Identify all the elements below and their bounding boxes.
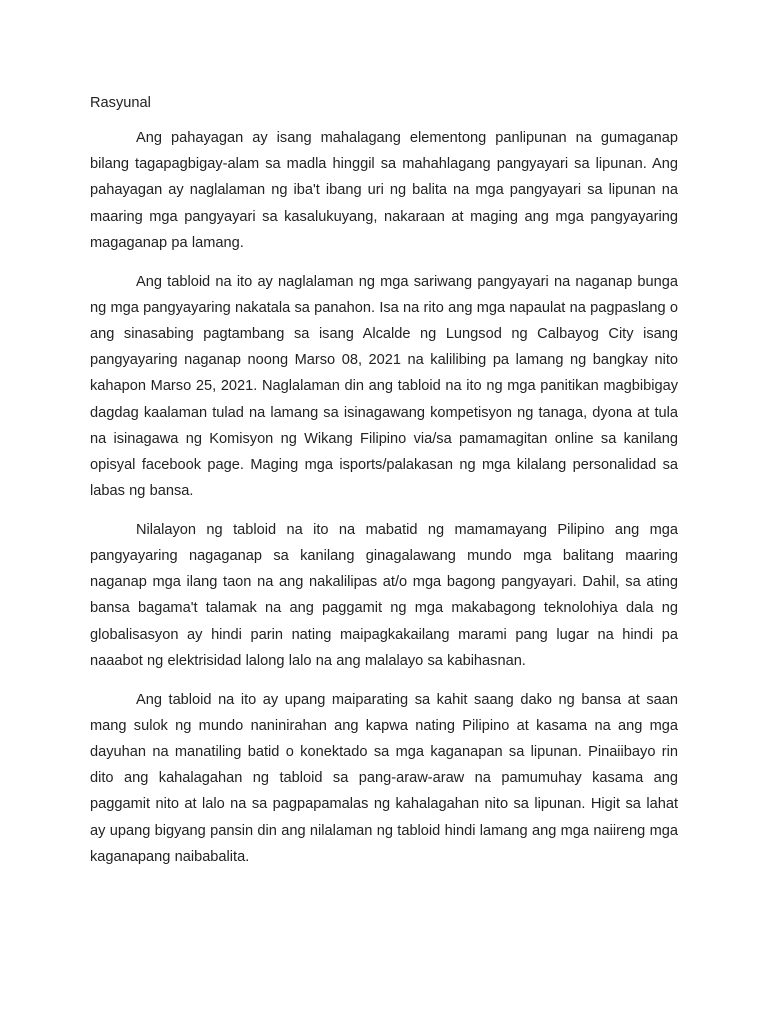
document-heading: Rasyunal (90, 95, 151, 111)
paragraph-4: Ang tabloid na ito ay upang maiparating sa kahit saang dako ng bansa at saan mang sulok ng mundo naninirahan ang kapwa nating Pilipino at kasama na ang mga dayuhan na manatiling batid o konektado sa mga kaganapan sa lipunan. Pinaiibayo rin dito ang kahalagahan ng tabloid sa pang-araw-araw na pamumuhay kasama ang paggamit nito at lalo na sa pagpapamalas ng kahalagahan nito sa lipunan. Higit sa lahat ay upang bigyang pansin din ang nilalaman ng tabloid hindi lamang ang mga naiireng mga kaganapang naibabalita. (90, 691, 678, 865)
paragraph-1: Ang pahayagan ay isang mahalagang elementong panlipunan na gumaganap bilang tagapagbigay-alam sa madla hinggil sa mahahlagang pangyayari sa lipunan. Ang pahayagan ay naglalaman ng iba't ibang uri ng balita na mga pangyayari sa lipunan na maaring mga pangyayari sa kasalukuyang, nakaraan at maging ang mga pangyayaring magaganap pa lamang. (90, 130, 678, 251)
paragraph-3: Nilalayon ng tabloid na ito na mabatid ng mamamayang Pilipino ang mga pangyayaring nagaganap sa kanilang ginagalawang mundo mga balitang maaring naganap mga ilang taon na ang nakalilipas at/o mga bagong pangyayari. Dahil, sa ating bansa bagama't talamak na ang paggamit ng mga makabagong teknolohiya dala ng globalisasyon ay hindi parin nating maipagkakailang marami pang lugar na hindi pa naaabot ng elektrisidad lalong lalo na ang malalayo sa kabihasnan. (90, 521, 678, 669)
paragraph-2: Ang tabloid na ito ay naglalaman ng mga sariwang pangyayari na naganap bunga ng mga pangyayaring nakatala sa panahon. Isa na rito ang mga napaulat na pagpaslang o ang sinasabing pagtambang sa isang Alcalde ng Lungsod ng Calbayog City isang pangyayaring naganap noong Marso 08, 2021 na kalilibing pa lamang ng bangkay nito kahapon Marso 25, 2021. Naglalaman din ang tabloid na ito ng mga panitikan magbibigay dagdag kaalaman tulad na lamang sa isinagawang kompetisyon ng tanaga, dyona at tula na isinagawa ng Komisyon ng Wikang Filipino via/sa pamamagitan online sa kanilang opisyal facebook page. Maging mga isports/palakasan ng mga kilalang personalidad sa labas ng bansa. (90, 273, 678, 500)
document-body (90, 92, 678, 882)
